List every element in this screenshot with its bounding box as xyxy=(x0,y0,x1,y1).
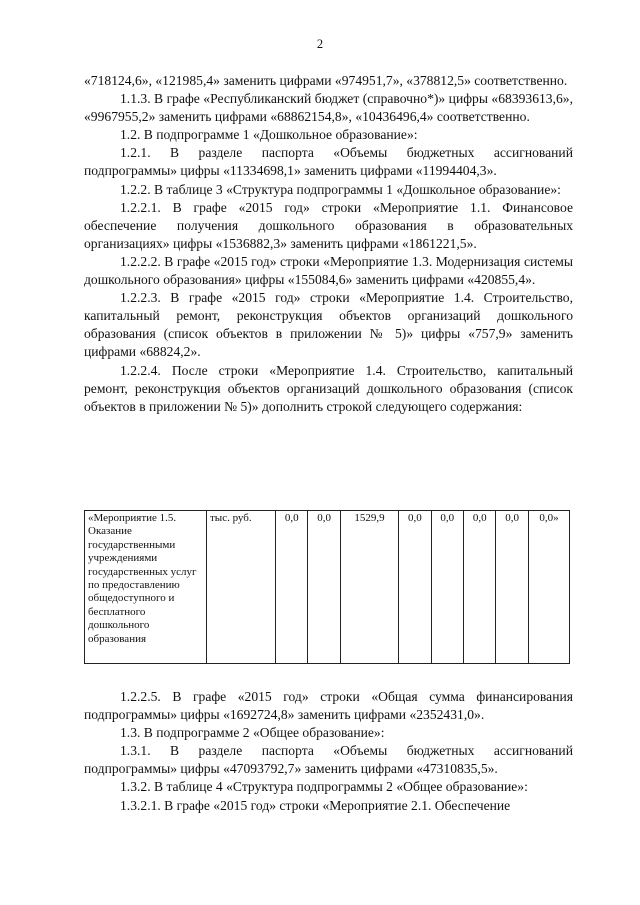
table-cell-value: 0,0 xyxy=(399,511,431,664)
paragraph: 1.2.1. В разделе паспорта «Объемы бюджетных ассигнований подпрограммы» цифры «11334698,1» заменить цифрами «11994404,3». xyxy=(84,145,573,179)
paragraph: «718124,6», «121985,4» заменить цифрами «974951,7», «378812,5» соответственно. xyxy=(84,73,568,88)
paragraph: 1.2.2.1. В графе «2015 год» строки «Мероприятие 1.1. Финансовое обеспечение получения дошкольного образования в образовательных организациях» цифры «1536882,3» заменить цифрами «1861221,5». xyxy=(84,199,573,251)
document-body-bottom xyxy=(84,688,573,815)
table-cell-value: 0,0 xyxy=(276,511,308,664)
paragraph: 1.1.3. В графе «Республиканский бюджет (справочно*)» цифры «68393613,6», «9967955,2» заменить цифрами «68862154,8», «10436496,4» соответственно. xyxy=(84,91,573,125)
table-cell-value: 0,0 xyxy=(431,511,463,664)
paragraph: 1.2.2.4. После строки «Мероприятие 1.4. Строительство, капитальный ремонт, реконструкция объектов организаций дошкольного образования (список объектов в приложении № 5)» дополнить строкой следующего содержания: xyxy=(84,362,573,414)
inserted-table-row xyxy=(84,510,570,664)
table-cell-unit: тыс. руб. xyxy=(207,511,276,664)
paragraph: 1.2.2.2. В графе «2015 год» строки «Мероприятие 1.3. Модернизация системы дошкольного образования» цифры «155084,6» заменить цифрами «420855,4». xyxy=(84,253,573,288)
table-cell-value: 0,0 xyxy=(496,511,528,664)
table-cell-activity: «Мероприятие 1.5. Оказание государственными учреждениями государственных услуг по предоставлению общедоступного и бесплатного дошкольного образования xyxy=(85,511,207,664)
table-cell-value: 0,0 xyxy=(308,511,340,664)
table-cell-value: 0,0» xyxy=(528,511,569,664)
table-cell-value: 0,0 xyxy=(464,511,496,664)
page-number: 2 xyxy=(316,37,324,51)
paragraph: 1.3.1. В разделе паспорта «Объемы бюджетных ассигнований подпрограммы» цифры «47093792,7» заменить цифрами «47310835,5». xyxy=(84,743,573,777)
paragraph: 1.3.2. В таблице 4 «Структура подпрограммы 2 «Общее образование»: xyxy=(120,779,528,795)
paragraph: 1.2.2. В таблице 3 «Структура подпрограммы 1 «Дошкольное образование»: xyxy=(120,181,561,197)
paragraph: 1.3. В подпрограмме 2 «Общее образование»: xyxy=(120,725,385,741)
document-body-top xyxy=(84,72,573,416)
paragraph: 1.3.2.1. В графе «2015 год» строки «Мероприятие 2.1. Обеспечение xyxy=(120,797,511,813)
paragraph: 1.2. В подпрограмме 1 «Дошкольное образование»: xyxy=(120,127,418,143)
table-cell-value: 1529,9 xyxy=(340,511,398,664)
table-row xyxy=(85,511,570,664)
paragraph: 1.2.2.3. В графе «2015 год» строки «Мероприятие 1.4. Строительство, капитальный ремонт, реконструкция объектов организаций дошкольного образования (список объектов в приложении № 5)» цифры «757,9» заменить цифрами «68824,2». xyxy=(84,290,573,360)
paragraph: 1.2.2.5. В графе «2015 год» строки «Общая сумма финансирования подпрограммы» цифры «1692724,8» заменить цифрами «2352431,0». xyxy=(84,689,573,723)
